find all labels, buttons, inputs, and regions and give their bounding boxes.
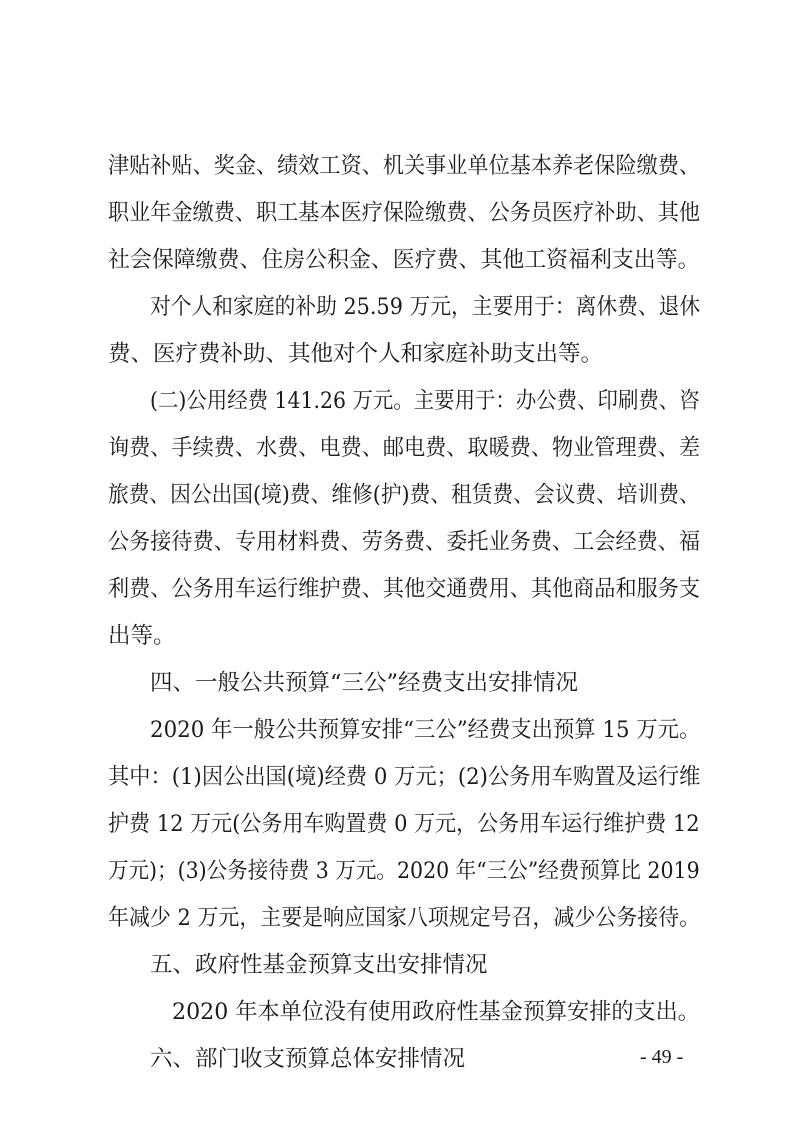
page-number: - 49 - <box>640 1046 684 1068</box>
paragraph-line: 询费、手续费、水费、电费、邮电费、取暖费、物业管理费、差 <box>108 435 701 461</box>
paragraph-line: 费、医疗费补助、其他对个人和家庭补助支出等。 <box>108 341 604 367</box>
section-heading: 四、一般公共预算“三公”经费支出安排情况 <box>150 670 579 696</box>
paragraph-line: 万元)；(3)公务接待费 3 万元。2020 年“三公”经费预算比 2019 <box>108 858 700 884</box>
paragraph-line: 职业年金缴费、职工基本医疗保险缴费、公务员医疗补助、其他 <box>108 200 701 226</box>
paragraph-line: 护费 12 万元(公务用车购置费 0 万元，公务用车运行维护费 12 <box>108 811 700 837</box>
section-heading: 五、政府性基金预算支出安排情况 <box>150 952 488 978</box>
paragraph-line: 社会保障缴费、住房公积金、医疗费、其他工资福利支出等。 <box>108 247 700 273</box>
paragraph-line: 2020 年本单位没有使用政府性基金预算安排的支出。 <box>172 999 700 1025</box>
paragraph-line: 公务接待费、专用材料费、劳务费、委托业务费、工会经费、福 <box>108 529 701 555</box>
paragraph-line: (二)公用经费 141.26 万元。主要用于：办公费、印刷费、咨 <box>150 388 700 414</box>
paragraph-line: 津贴补贴、奖金、绩效工资、机关事业单位基本养老保险缴费、 <box>108 153 701 179</box>
paragraph-line: 利费、公务用车运行维护费、其他交通费用、其他商品和服务支 <box>108 576 701 602</box>
paragraph-line: 旅费、因公出国(境)费、维修(护)费、租赁费、会议费、培训费、 <box>108 482 700 508</box>
paragraph-line: 出等。 <box>108 623 176 649</box>
paragraph-line: 其中：(1)因公出国(境)经费 0 万元；(2)公务用车购置及运行维 <box>108 764 701 790</box>
paragraph-line: 2020 年一般公共预算安排“三公”经费支出预算 15 万元。 <box>150 717 701 743</box>
paragraph-line: 年减少 2 万元，主要是响应国家八项规定号召，减少公务接待。 <box>108 905 701 931</box>
paragraph-line: 对个人和家庭的补助 25.59 万元，主要用于：离休费、退休 <box>150 294 701 320</box>
section-heading: 六、部门收支预算总体安排情况 <box>150 1046 466 1072</box>
